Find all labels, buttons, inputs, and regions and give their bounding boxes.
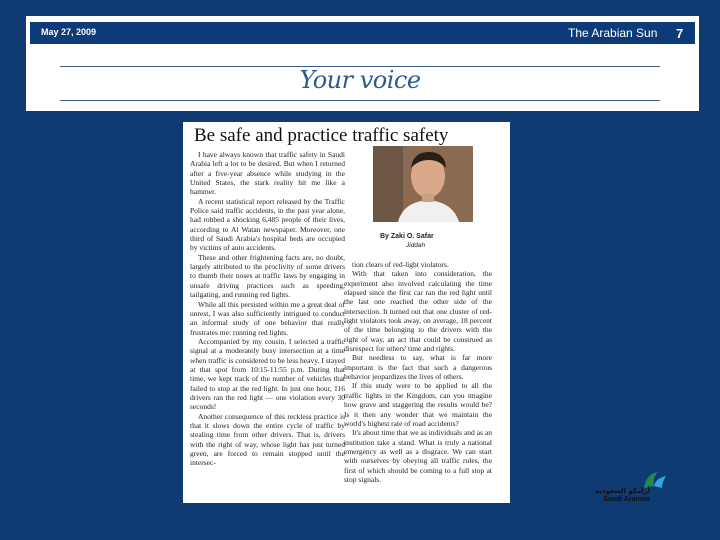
section-title: Your voice xyxy=(299,66,421,94)
paragraph: But needless to say, what is far more important is the fact that such a dangerous behavior jeopardizes the lives of others. xyxy=(344,353,492,382)
logo-text-arabic: أرامكو السعودية xyxy=(594,487,650,495)
paragraph: These and other frightening facts are, no doubt, largely attributed to the proclivity of some drivers to thumb their noses at traffic laws by engaging in unsafe driving practices such as speeding, tailgating, and running red lights. xyxy=(190,252,345,300)
page-number: 7 xyxy=(676,26,684,41)
article-column-2 xyxy=(344,260,492,503)
paragraph: tion clears of red-light violators. xyxy=(352,260,449,269)
logo-text-english: Saudi Aramco xyxy=(603,496,650,503)
divider-bottom xyxy=(60,100,660,101)
paragraph: With that taken into consideration, the experiment also involved calculating the time elapsed since the first car ran the red light until the last one reached the other side of the intersection. It turned out that one cluster of red-light violators took away, on average, 18 percent of the time belonging to the drivers with the right of way, an act that could be construed as disrespect for others' time and rights. xyxy=(344,269,492,354)
issue-date: May 27, 2009 xyxy=(41,27,97,37)
article-headline: Be safe and practice traffic safety xyxy=(194,125,449,146)
paragraph: A recent statistical report released by the Traffic Police said traffic accidents, in the past year alone, had robbed a shocking 6,485 people of their lives, according to Al Watan newspaper. Moreover, one third of Saudi Arabia's hospital beds are occupied by victims of auto accidents. xyxy=(190,196,345,253)
newspaper-name: The Arabian Sun xyxy=(568,26,658,40)
author-location: Jiddah xyxy=(406,242,426,249)
author-photo xyxy=(373,146,473,222)
paragraph: It's about time that we as individuals and as an institution take a stand. What is truly a national emergency as well as a disgrace. We can start with ourselves by obeying all traffic rules, the first of which should be coming to a full stop at stop signals. xyxy=(344,428,492,484)
author-byline: By Zaki O. Safar xyxy=(380,233,434,240)
paragraph: Accompanied by my cousin, I selected a traffic signal at a moderately busy intersection at a time when traffic is considered to be less heavy. I stayed at that spot from 10:15-11:55 p.m. During that time, we kept track of the number of vehicles that failed to stop at the red light. In just one hour, 116 drivers ran the red light — one violation every 30 seconds! xyxy=(190,336,345,412)
article-column-1 xyxy=(190,150,345,502)
paragraph: I have always known that traffic safety in Saudi Arabia left a lot to be desired. But when I returned after a five-year absence while studying in the United States, the stark reality hit me like a hammer. xyxy=(190,150,345,197)
paragraph: If this study were to be applied to all the traffic lights in the Kingdom, can you imagine how grave and staggering the results would be? Is it then any wonder that we maintain the world's highest rate of road accidents? xyxy=(344,381,492,428)
article-clipping xyxy=(183,122,510,503)
paragraph: While all this persisted within me a great deal of unrest, I was also sufficiently intrigued to conduct an informal study of one behavior that really frustrates me: running red lights. xyxy=(190,299,345,337)
paragraph: Another consequence of this reckless practice is that it slows down the entire cycle of traffic by stealing time from other drivers. That is, drivers with the right of way, whose light has just turned green, are forced to remain stopped until the intersec- xyxy=(190,411,345,468)
